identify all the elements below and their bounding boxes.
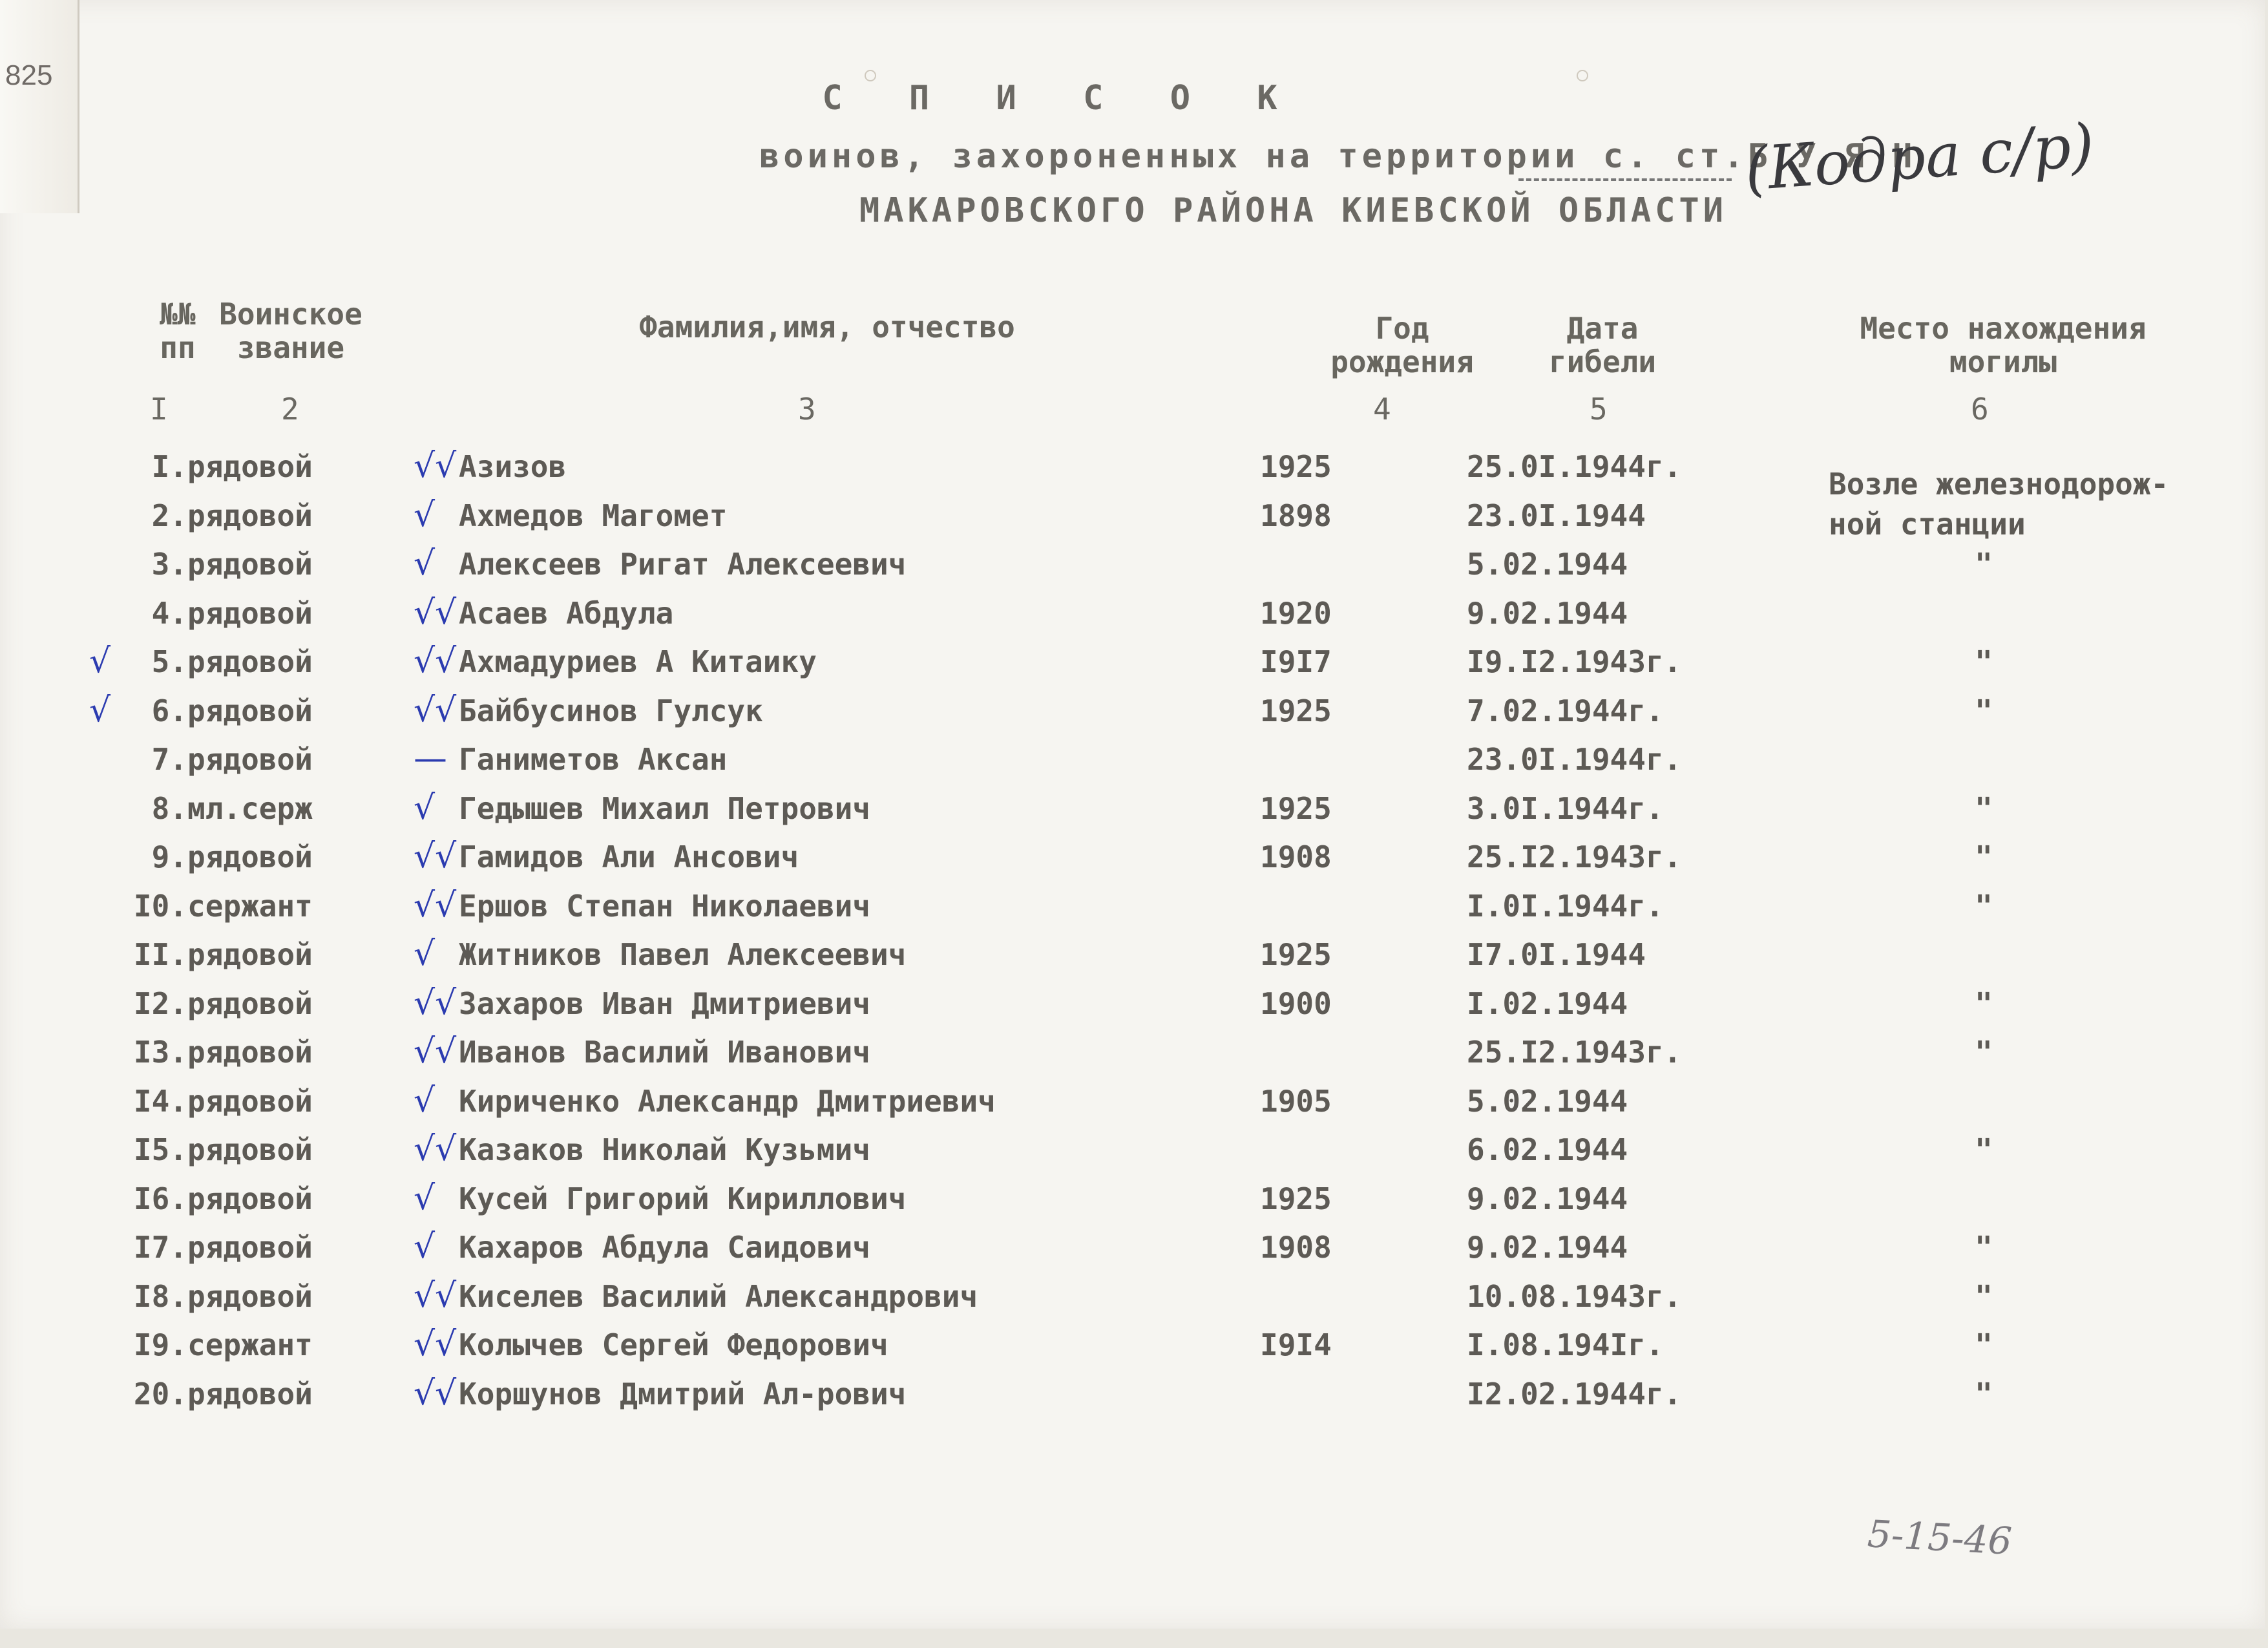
row-death-date: 5.02.1944 bbox=[1467, 547, 1628, 582]
row-rank: рядовой bbox=[187, 1376, 313, 1411]
blue-check-mark-icon: √ bbox=[414, 788, 436, 827]
row-death-date: I9.I2.1943г. bbox=[1467, 644, 1682, 679]
row-death-date: 6.02.1944 bbox=[1467, 1132, 1628, 1167]
table-row bbox=[0, 837, 2265, 885]
table-row bbox=[0, 983, 2265, 1031]
blue-check-mark-icon: √√ bbox=[414, 983, 457, 1022]
table-row bbox=[0, 449, 2265, 494]
table-row bbox=[0, 1373, 2265, 1422]
table-row bbox=[0, 1032, 2265, 1080]
document-title: С П И С О К bbox=[822, 79, 1301, 118]
blue-check-mark-icon: √√ bbox=[414, 1032, 457, 1071]
row-name: Ахмадуриев А Китаику bbox=[459, 644, 817, 679]
grave-place-line: Возле железнодорож- bbox=[1829, 467, 2169, 502]
row-death-date: 23.0I.1944г. bbox=[1467, 742, 1682, 777]
row-grave-place: " bbox=[1975, 986, 1993, 1021]
row-grave-place: " bbox=[1975, 1035, 1993, 1070]
row-rank: сержант bbox=[187, 1327, 313, 1362]
blue-check-mark-icon: √√ bbox=[414, 1373, 457, 1413]
row-grave-place: " bbox=[1975, 1132, 1993, 1167]
row-number: I9. bbox=[133, 1327, 187, 1362]
row-rank: сержант bbox=[187, 888, 313, 924]
table-row bbox=[0, 788, 2265, 836]
column-number: 2 bbox=[281, 392, 299, 427]
row-death-date: 5.02.1944 bbox=[1467, 1083, 1628, 1119]
row-number: 4. bbox=[151, 595, 187, 631]
row-name: Гедышев Михаил Петрович bbox=[459, 790, 870, 826]
column-number: I bbox=[150, 392, 168, 427]
row-death-date: 10.08.1943г. bbox=[1467, 1278, 1682, 1314]
header-rank: Воинское звание bbox=[219, 297, 362, 365]
row-grave-place: " bbox=[1975, 790, 1993, 826]
row-name: Киселев Василий Александрович bbox=[459, 1278, 978, 1314]
row-number: I4. bbox=[133, 1083, 187, 1119]
blue-check-mark-icon: √√ bbox=[414, 885, 457, 925]
table-row bbox=[0, 544, 2265, 592]
header-birth-year: Год рождения bbox=[1330, 311, 1474, 379]
table-row bbox=[0, 1132, 2265, 1178]
row-rank: рядовой bbox=[187, 840, 313, 874]
row-grave-place: " bbox=[1975, 1278, 1993, 1314]
row-number: II. bbox=[133, 937, 187, 972]
header-death-date: Дата гибели bbox=[1548, 311, 1657, 379]
row-name: Колычев Сергей Федорович bbox=[459, 1327, 888, 1362]
blue-check-mark-icon: √√ bbox=[414, 642, 457, 681]
row-name: Кахаров Абдула Саидович bbox=[459, 1230, 870, 1265]
table-row bbox=[0, 937, 2265, 982]
left-check-mark-icon: √ bbox=[89, 690, 111, 730]
table-row bbox=[0, 739, 2265, 787]
row-death-date: I2.02.1944г. bbox=[1467, 1376, 1682, 1411]
column-number: 5 bbox=[1590, 392, 1608, 427]
table-row bbox=[0, 1178, 2265, 1227]
row-number: 6. bbox=[151, 693, 187, 728]
row-death-date: 9.02.1944 bbox=[1467, 595, 1628, 631]
row-death-date: 9.02.1944 bbox=[1467, 1181, 1628, 1216]
column-number: 4 bbox=[1373, 392, 1391, 427]
row-rank: рядовой bbox=[187, 937, 313, 972]
row-number: 8. bbox=[151, 790, 187, 826]
row-birth-year: 1908 bbox=[1260, 840, 1332, 874]
row-name: Казаков Николай Кузьмич bbox=[459, 1132, 870, 1167]
row-number: 5. bbox=[151, 644, 187, 679]
row-name: Житников Павел Алексеевич bbox=[459, 937, 907, 972]
handwritten-note: (Кодра с/р) bbox=[1742, 111, 2097, 204]
row-name: Алексеев Ригат Алексеевич bbox=[459, 547, 907, 582]
table-row bbox=[0, 885, 2265, 934]
row-birth-year: 1925 bbox=[1260, 1181, 1332, 1216]
row-birth-year: 1920 bbox=[1260, 595, 1332, 631]
row-rank: рядовой bbox=[187, 1278, 313, 1314]
row-name: Коршунов Дмитрий Ал-рович bbox=[459, 1376, 907, 1411]
row-death-date: I7.0I.1944 bbox=[1467, 937, 1646, 972]
row-rank: рядовой bbox=[187, 498, 313, 533]
row-birth-year: 1908 bbox=[1260, 1230, 1332, 1265]
archive-number: 825 bbox=[5, 59, 53, 91]
blue-check-mark-icon: √ bbox=[414, 935, 436, 973]
row-rank: рядовой bbox=[187, 1230, 313, 1265]
row-death-date: 25.I2.1943г. bbox=[1467, 840, 1682, 874]
row-grave-place: " bbox=[1975, 840, 1993, 874]
row-number: 2. bbox=[151, 498, 187, 533]
row-rank: рядовой bbox=[187, 644, 313, 679]
header-name: Фамилия,имя, отчество bbox=[639, 310, 1015, 344]
row-death-date: I.08.194Iг. bbox=[1467, 1327, 1664, 1362]
column-number: 6 bbox=[1971, 392, 1989, 427]
row-birth-year: 1900 bbox=[1260, 986, 1332, 1021]
row-birth-year: 1925 bbox=[1260, 937, 1332, 972]
row-grave-place: " bbox=[1975, 1230, 1993, 1265]
row-rank: рядовой bbox=[187, 1181, 313, 1216]
row-death-date: 25.I2.1943г. bbox=[1467, 1035, 1682, 1070]
row-number: I5. bbox=[133, 1132, 187, 1167]
row-birth-year: 1925 bbox=[1260, 693, 1332, 728]
row-grave-place: " bbox=[1975, 644, 1993, 679]
row-rank: рядовой bbox=[187, 1132, 313, 1167]
blue-check-mark-icon: √ bbox=[414, 495, 436, 534]
row-number: I8. bbox=[133, 1278, 187, 1314]
row-number: I0. bbox=[133, 888, 187, 924]
blue-check-mark-icon: √√ bbox=[414, 1276, 457, 1315]
left-check-mark-icon: √ bbox=[89, 642, 111, 681]
table-row bbox=[0, 644, 2265, 690]
row-rank: рядовой bbox=[187, 742, 313, 777]
row-name: Ахмедов Магомет bbox=[459, 498, 728, 533]
row-name: Гамидов Али Ансович bbox=[459, 840, 799, 874]
table-row bbox=[0, 1276, 2265, 1324]
row-birth-year: I9I4 bbox=[1260, 1327, 1332, 1362]
header-number: №№ пп bbox=[160, 297, 196, 365]
row-rank: рядовой bbox=[187, 1083, 313, 1119]
blue-check-mark-icon: — bbox=[414, 739, 447, 778]
row-rank: рядовой bbox=[187, 547, 313, 582]
row-number: I6. bbox=[133, 1181, 187, 1216]
table-row bbox=[0, 1081, 2265, 1129]
row-number: 7. bbox=[151, 742, 187, 777]
row-grave-place: " bbox=[1975, 1327, 1993, 1362]
row-birth-year: 1898 bbox=[1260, 498, 1332, 533]
row-number: I. bbox=[151, 449, 187, 484]
row-name: Кириченко Александр Дмитриевич bbox=[459, 1083, 996, 1119]
row-grave-place: " bbox=[1975, 547, 1993, 582]
row-number: 20. bbox=[133, 1376, 187, 1411]
row-rank: рядовой bbox=[187, 449, 313, 484]
row-rank: мл.серж bbox=[187, 790, 313, 826]
row-number: 9. bbox=[151, 840, 187, 874]
row-name: Захаров Иван Дмитриевич bbox=[459, 986, 870, 1021]
row-death-date: 9.02.1944 bbox=[1467, 1230, 1628, 1265]
handwritten-reference: 5-15-46 bbox=[1866, 1512, 2013, 1563]
row-rank: рядовой bbox=[187, 986, 313, 1021]
table-row bbox=[0, 1227, 2265, 1275]
blue-check-mark-icon: √ bbox=[414, 1227, 436, 1266]
blue-check-mark-icon: √√ bbox=[414, 447, 457, 485]
table-row bbox=[0, 690, 2265, 739]
row-birth-year: I9I7 bbox=[1260, 644, 1332, 679]
blue-check-mark-icon: √√ bbox=[414, 837, 457, 876]
blue-check-mark-icon: √ bbox=[414, 544, 436, 583]
blue-check-mark-icon: √ bbox=[414, 1081, 436, 1120]
row-name: Кусей Григорий Кириллович bbox=[459, 1181, 907, 1216]
row-rank: рядовой bbox=[187, 1035, 313, 1070]
row-name: Байбусинов Гулсук bbox=[459, 693, 763, 728]
row-death-date: 7.02.1944г. bbox=[1467, 693, 1664, 728]
row-grave-place: " bbox=[1975, 888, 1993, 924]
row-death-date: 25.0I.1944г. bbox=[1467, 449, 1682, 484]
row-number: I2. bbox=[133, 986, 187, 1021]
row-birth-year: 1905 bbox=[1260, 1083, 1332, 1119]
row-grave-place: " bbox=[1975, 1376, 1993, 1411]
row-rank: рядовой bbox=[187, 595, 313, 631]
row-death-date: I.0I.1944г. bbox=[1467, 888, 1664, 924]
underline bbox=[1518, 178, 1732, 181]
row-grave-place: " bbox=[1975, 693, 1993, 728]
row-name: Азизов bbox=[459, 449, 567, 484]
column-number: 3 bbox=[798, 392, 816, 427]
blue-check-mark-icon: √ bbox=[414, 1178, 436, 1218]
blue-check-mark-icon: √√ bbox=[414, 1130, 457, 1168]
row-name: Иванов Василий Иванович bbox=[459, 1035, 870, 1070]
row-rank: рядовой bbox=[187, 693, 313, 728]
row-birth-year: 1925 bbox=[1260, 449, 1332, 484]
row-number: I7. bbox=[133, 1230, 187, 1265]
blue-check-mark-icon: √√ bbox=[414, 593, 457, 632]
row-number: 3. bbox=[151, 547, 187, 582]
table-row bbox=[0, 495, 2265, 544]
table-row bbox=[0, 1327, 2265, 1373]
row-death-date: 3.0I.1944г. bbox=[1467, 790, 1664, 826]
blue-check-mark-icon: √√ bbox=[414, 1325, 457, 1364]
row-name: Асаев Абдула bbox=[459, 595, 674, 631]
grave-place-line: ной станции bbox=[1829, 507, 2026, 542]
document-subtitle-line2: МАКАРОВСКОГО РАЙОНА КИЕВСКОЙ ОБЛАСТИ bbox=[859, 191, 1728, 230]
header-grave-place: Место нахождения могилы bbox=[1860, 311, 2147, 379]
row-death-date: 23.0I.1944 bbox=[1467, 498, 1646, 533]
document-subtitle: воинов, захороненных на территории с. ст.Б У Я Н bbox=[759, 137, 1916, 176]
row-death-date: I.02.1944 bbox=[1467, 986, 1628, 1021]
row-birth-year: 1925 bbox=[1260, 790, 1332, 826]
row-number: I3. bbox=[133, 1035, 187, 1070]
row-name: Ганиметов Аксан bbox=[459, 742, 728, 777]
blue-check-mark-icon: √√ bbox=[414, 690, 457, 730]
table-row bbox=[0, 593, 2265, 641]
row-name: Ершов Степан Николаевич bbox=[459, 888, 870, 924]
